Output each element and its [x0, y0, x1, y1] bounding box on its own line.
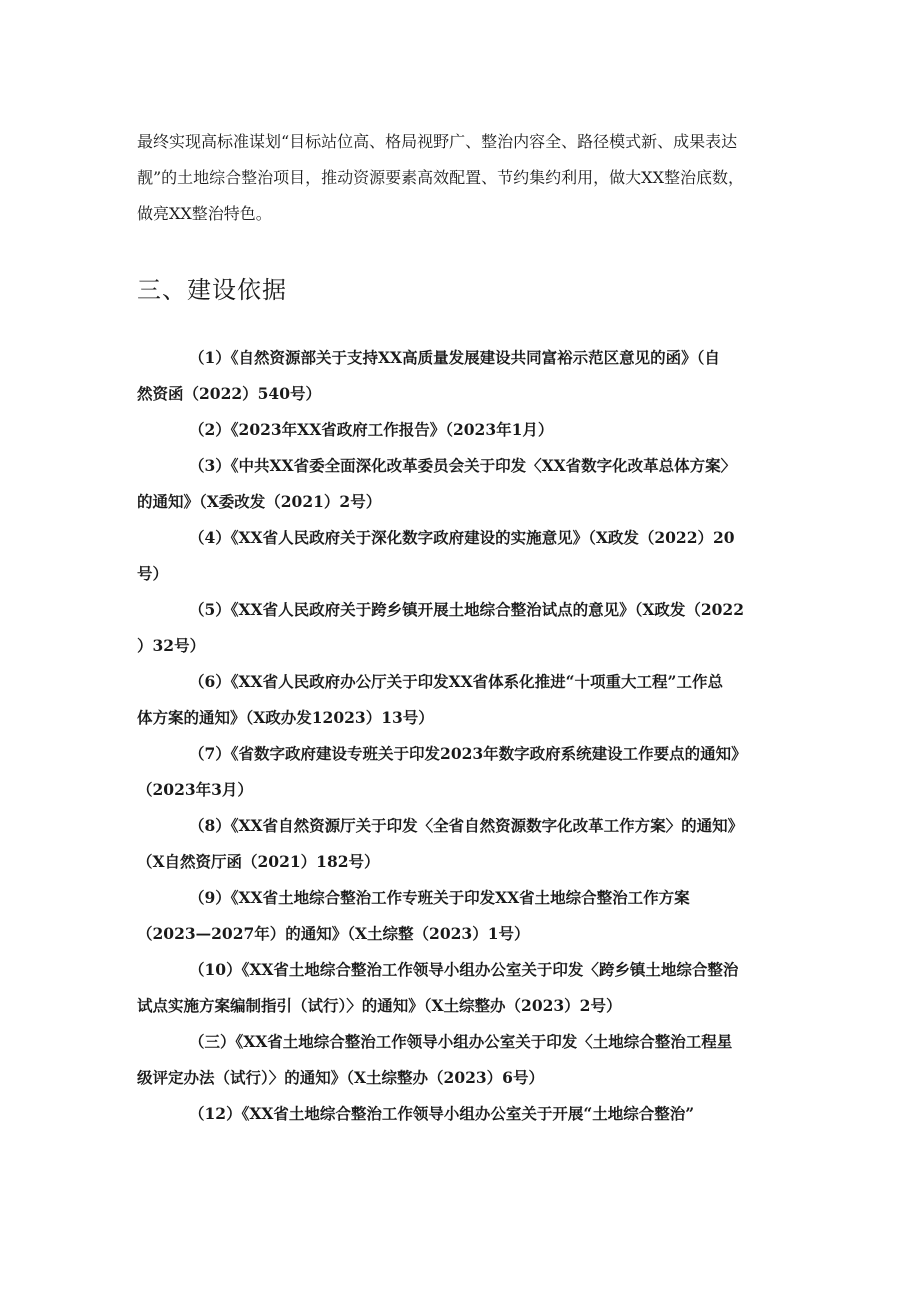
reference-line: （10）《XX省土地综合整治工作领导小组办公室关于印发〈跨乡镇土地综合整治: [189, 960, 739, 979]
intro-line: 做亮XX整治特色。: [137, 204, 272, 223]
reference-line: （三）《XX省土地综合整治工作领导小组办公室关于印发〈土地综合整治工程星: [189, 1032, 733, 1051]
reference-line: （7）《省数字政府建设专班关于印发2023年数字政府系统建设工作要点的通知》: [189, 744, 747, 763]
intro-paragraph: [137, 124, 797, 232]
reference-line: 的通知》（X委改发（2021）2号）: [137, 492, 382, 511]
reference-line: （5）《XX省人民政府关于跨乡镇开展土地综合整治试点的意见》（X政发（2022: [189, 600, 745, 619]
reference-line: 然资函（2022）540号）: [137, 384, 321, 403]
reference-line: （2）《2023年XX省政府工作报告》（2023年1月）: [189, 420, 554, 439]
reference-line: （12）《XX省土地综合整治工作领导小组办公室关于开展“土地综合整治”: [189, 1104, 695, 1123]
reference-line: 试点实施方案编制指引（试行）〉的通知》（X土综整办（2023）2号）: [137, 996, 622, 1015]
reference-item: [137, 1024, 797, 1096]
reference-item: [137, 808, 797, 880]
reference-item: [137, 880, 797, 952]
reference-line: ）32号）: [137, 636, 206, 655]
reference-line: （6）《XX省人民政府办公厅关于印发XX省体系化推进“十项重大工程”工作总: [189, 672, 723, 691]
intro-line: 靓”的土地综合整治项目，推动资源要素高效配置、节约集约利用，做大XX整治底数，: [137, 168, 744, 187]
reference-line: 号）: [137, 564, 169, 583]
reference-item: [137, 412, 797, 448]
intro-line: 最终实现高标准谋划“目标站位高、格局视野广、整治内容全、路径模式新、成果表达: [137, 132, 738, 151]
reference-line: （1）《自然资源部关于支持XX高质量发展建设共同富裕示范区意见的函》（自: [189, 348, 720, 367]
reference-item: [137, 1096, 797, 1132]
reference-item: [137, 340, 797, 412]
reference-line: 级评定办法（试行）〉的通知》（X土综整办（2023）6号）: [137, 1068, 544, 1087]
reference-item: [137, 952, 797, 1024]
reference-line: （2023—2027年）的通知》（X土综整（2023）1号）: [137, 924, 530, 943]
reference-item: [137, 592, 797, 664]
reference-line: （4）《XX省人民政府关于深化数字政府建设的实施意见》（X政发（2022）20: [189, 528, 735, 547]
reference-item: [137, 448, 797, 520]
reference-line: （8）《XX省自然资源厅关于印发〈全省自然资源数字化改革工作方案〉的通知》: [189, 816, 744, 835]
reference-item: [137, 520, 797, 592]
reference-line: （2023年3月）: [137, 780, 253, 799]
reference-item: [137, 736, 797, 808]
reference-line: （3）《中共XX省委全面深化改革委员会关于印发〈XX省数字化改革总体方案〉: [189, 456, 737, 475]
reference-line: （X自然资厅函（2021）182号）: [137, 852, 380, 871]
reference-item: [137, 664, 797, 736]
reference-list: [137, 340, 797, 1132]
reference-line: （9）《XX省土地综合整治工作专班关于印发XX省土地综合整治工作方案: [189, 888, 690, 907]
reference-line: 体方案的通知》（X政办发12023）13号）: [137, 708, 434, 727]
section-heading: 三、建设依据: [137, 276, 287, 304]
